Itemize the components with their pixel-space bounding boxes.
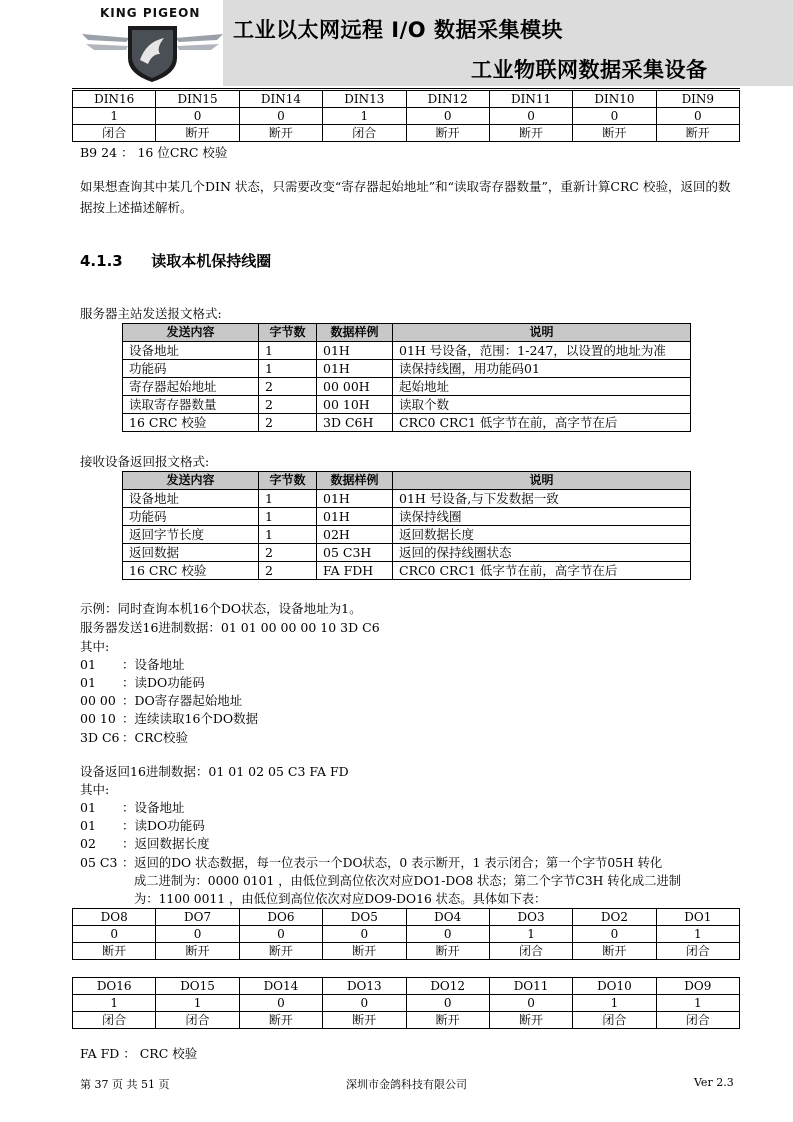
table-row [123,544,691,562]
king-pigeon-logo [80,20,225,84]
item-code: 01 [80,818,96,833]
table-cell: 1 [259,508,317,526]
do-name-cell: DO11 [489,978,572,995]
item-desc: ：返回数据长度 [122,836,210,851]
table-row [123,342,691,360]
table-cell: 返回数据 [123,544,259,562]
din-name-cell: DIN11 [489,91,572,108]
table-row [123,396,691,414]
do-name-cell: DO1 [656,909,739,926]
header-cell: 说明 [393,472,691,490]
header-title-line2: 工业物联网数据采集设备 [471,58,708,82]
list-item [80,692,242,710]
do-name-cell: DO12 [406,978,489,995]
do-state-row [73,943,740,960]
table-cell: 01H 号设备,与下发数据一致 [393,490,691,508]
table-cell: 01H [317,342,393,360]
din-name-cell: DIN14 [239,91,322,108]
table-row [123,378,691,396]
do-state-cell: 闭合 [656,1012,739,1029]
item-code: 3D C6 [80,730,120,745]
din-state-row [73,125,740,142]
din-bit-cell: 0 [656,108,739,125]
item-code: 02 [80,836,96,851]
table-cell: 2 [259,378,317,396]
do-state-row [73,1012,740,1029]
table-cell: 1 [259,360,317,378]
din-state-cell: 断开 [489,125,572,142]
item-code: 00 00 [80,693,116,708]
do-bit-cell: 0 [573,926,656,943]
recv-format-caption: 接收设备返回报文格式: [80,454,210,469]
table-cell: 16 CRC 校验 [123,414,259,432]
list-item [80,817,205,835]
din-state-cell: 闭合 [323,125,406,142]
list-item [80,729,188,747]
do-state-cell: 闭合 [73,1012,156,1029]
table-row [123,562,691,580]
do-low-table [72,908,740,960]
table-cell: 01H 号设备，范围：1-247，以设置的地址为准 [393,342,691,360]
table-row [123,414,691,432]
table-cell: FA FDH [317,562,393,580]
do-name-cell: DO7 [156,909,239,926]
section-number: 4.1.3 [80,252,123,270]
item-code: 01 [80,657,96,672]
din-bit-cell: 1 [73,108,156,125]
table-row [123,360,691,378]
din-status-table [72,90,740,142]
do-name-cell: DO8 [73,909,156,926]
header-divider [72,88,740,89]
din-bit-cell: 1 [323,108,406,125]
do-name-cell: DO6 [239,909,322,926]
do-bit-cell: 1 [656,995,739,1012]
table-cell: 05 C3H [317,544,393,562]
do-name-cell: DO14 [239,978,322,995]
table-cell: 设备地址 [123,490,259,508]
table-cell: CRC0 CRC1 低字节在前，高字节在后 [393,414,691,432]
do-state-cell: 闭合 [156,1012,239,1029]
table-cell: 功能码 [123,508,259,526]
table-cell: 1 [259,526,317,544]
header-cell: 说明 [393,324,691,342]
do-state-cell: 闭合 [573,1012,656,1029]
din-bit-cell: 0 [239,108,322,125]
table-cell: 设备地址 [123,342,259,360]
do-bit-cell: 0 [156,926,239,943]
send-format-table [122,323,691,432]
list-item [80,710,258,728]
table-cell: 起始地址 [393,378,691,396]
item-desc: ：读DO功能码 [122,818,205,833]
section-title: 读取本机保持线圈 [151,252,272,270]
recv-header-row [123,472,691,490]
item-desc: ：CRC校验 [122,730,189,745]
din-bit-row [73,108,740,125]
table-cell: 2 [259,414,317,432]
do-bit-row [73,926,740,943]
din-bit-cell: 0 [573,108,656,125]
do-bit-cell: 1 [573,995,656,1012]
table-cell: 02H [317,526,393,544]
din-name-cell: DIN15 [156,91,239,108]
do-state-cell: 闭合 [656,943,739,960]
table-row [123,526,691,544]
table-cell: 功能码 [123,360,259,378]
table-cell: 1 [259,342,317,360]
do-state-cell: 闭合 [489,943,572,960]
do-name-cell: DO9 [656,978,739,995]
item-desc: ：DO寄存器起始地址 [122,693,243,708]
header-title-line1: 工业以太网远程 I/O 数据采集模块 [233,18,563,42]
c3-text-line2: 成二进制为：0000 0101 ，由低位到高位依次对应DO1-DO8 状态；第二个字节C3H 转化成二进制 [134,874,682,888]
header-cell: 字节数 [259,324,317,342]
do-state-cell: 断开 [73,943,156,960]
header-cell: 发送内容 [123,324,259,342]
header-cell: 数据样例 [317,472,393,490]
item-desc: ：读DO功能码 [122,675,205,690]
item-code: 01 [80,675,96,690]
table-cell: 01H [317,490,393,508]
do-name-cell: DO10 [573,978,656,995]
do-bit-cell: 1 [73,995,156,1012]
do-bit-cell: 0 [323,926,406,943]
do-bit-cell: 0 [239,995,322,1012]
do-bit-cell: 0 [406,995,489,1012]
example-recv-line: 设备返回16进制数据：01 01 02 05 C3 FA FD [80,764,349,779]
item-desc: ：连续读取16个DO数据 [122,711,259,726]
table-cell: 返回字节长度 [123,526,259,544]
example-among-label: 其中: [80,639,110,654]
din-state-cell: 断开 [406,125,489,142]
table-cell: 16 CRC 校验 [123,562,259,580]
list-item [80,799,185,817]
do-name-cell: DO13 [323,978,406,995]
table-cell: 读保持线圈 [393,508,691,526]
table-cell: 3D C6H [317,414,393,432]
table-cell: 1 [259,490,317,508]
send-format-caption: 服务器主站发送报文格式: [80,306,222,321]
crc-note: B9 24 ： 16 位CRC 校验 [80,145,228,160]
version-label: Ver 2.3 [694,1076,734,1089]
crc-end-note: FA FD ： CRC 校验 [80,1046,198,1061]
example-send-line: 服务器发送16进制数据：01 01 00 00 00 10 3D C6 [80,620,380,635]
do-high-table [72,977,740,1029]
din-name-cell: DIN9 [656,91,739,108]
table-cell: CRC0 CRC1 低字节在前，高字节在后 [393,562,691,580]
page-number: 第 37 页 共 51 页 [80,1078,170,1091]
table-row [123,508,691,526]
item-code: 00 10 [80,711,116,726]
din-state-cell: 断开 [239,125,322,142]
do-name-cell: DO16 [73,978,156,995]
table-cell: 01H [317,360,393,378]
table-cell: 2 [259,396,317,414]
table-cell: 返回数据长度 [393,526,691,544]
do-state-cell: 断开 [323,1012,406,1029]
item-desc: ：设备地址 [122,657,185,672]
do-bit-cell: 1 [656,926,739,943]
c3-text-line3: 为：1100 0011 ，由低位到高位依次对应DO9-DO16 状态。具体如下表： [134,892,547,906]
example-among-label: 其中: [80,782,110,797]
din-bit-cell: 0 [156,108,239,125]
do-name-cell: DO3 [489,909,572,926]
table-cell: 00 00H [317,378,393,396]
do-name-cell: DO5 [323,909,406,926]
brand-name: KING PIGEON [100,6,201,20]
din-state-cell: 断开 [656,125,739,142]
din-name-cell: DIN16 [73,91,156,108]
section-heading [80,250,271,271]
send-header-row [123,324,691,342]
list-item [80,835,210,853]
table-cell: 寄存器起始地址 [123,378,259,396]
table-cell: 2 [259,544,317,562]
do-state-cell: 断开 [406,943,489,960]
do-bit-cell: 0 [489,995,572,1012]
do-bit-row [73,995,740,1012]
table-row [123,490,691,508]
do-bit-cell: 0 [73,926,156,943]
din-name-cell: DIN12 [406,91,489,108]
table-cell: 读取寄存器数量 [123,396,259,414]
do-bit-cell: 1 [156,995,239,1012]
din-name-cell: DIN13 [323,91,406,108]
table-cell: 读保持线圈，用功能码01 [393,360,691,378]
do-name-cell: DO15 [156,978,239,995]
table-cell: 00 10H [317,396,393,414]
din-state-cell: 闭合 [73,125,156,142]
do-state-cell: 断开 [573,943,656,960]
do-state-cell: 断开 [239,1012,322,1029]
do-state-cell: 断开 [489,1012,572,1029]
header-cell: 发送内容 [123,472,259,490]
do-bit-cell: 0 [239,926,322,943]
table-cell: 返回的保持线圈状态 [393,544,691,562]
do-bit-cell: 0 [406,926,489,943]
table-cell: 2 [259,562,317,580]
table-cell: 读取个数 [393,396,691,414]
do-state-cell: 断开 [323,943,406,960]
header-cell: 数据样例 [317,324,393,342]
do-name-cell: DO4 [406,909,489,926]
din-name-row [73,91,740,108]
do-state-cell: 断开 [239,943,322,960]
din-name-cell: DIN10 [573,91,656,108]
din-bit-cell: 0 [406,108,489,125]
company-name: 深圳市金鸽科技有限公司 [346,1078,467,1091]
c3-label: 05 C3 [80,855,118,870]
do-bit-cell: 1 [489,926,572,943]
item-desc: ：设备地址 [122,800,185,815]
query-paragraph: 如果想查询其中某几个DIN 状态，只需要改变“寄存器起始地址”和“读取寄存器数量”，重新计算CRC 校验，返回的数据按上述描述解析。 [80,179,731,215]
do-name-cell: DO2 [573,909,656,926]
list-item [80,656,185,674]
do-name-row [73,909,740,926]
din-state-cell: 断开 [156,125,239,142]
do-bit-cell: 0 [323,995,406,1012]
example-intro: 示例：同时查询本机16个DO状态，设备地址为1。 [80,601,362,616]
recv-format-table [122,471,691,580]
din-bit-cell: 0 [489,108,572,125]
table-cell: 01H [317,508,393,526]
c3-text-line1: ：返回的DO 状态数据，每一位表示一个DO状态，0 表示断开，1 表示闭合；第一个字节05H 转化 [122,856,663,870]
item-code: 01 [80,800,96,815]
list-item [80,674,205,692]
do-state-cell: 断开 [406,1012,489,1029]
header-cell: 字节数 [259,472,317,490]
do-name-row [73,978,740,995]
din-state-cell: 断开 [573,125,656,142]
do-state-cell: 断开 [156,943,239,960]
